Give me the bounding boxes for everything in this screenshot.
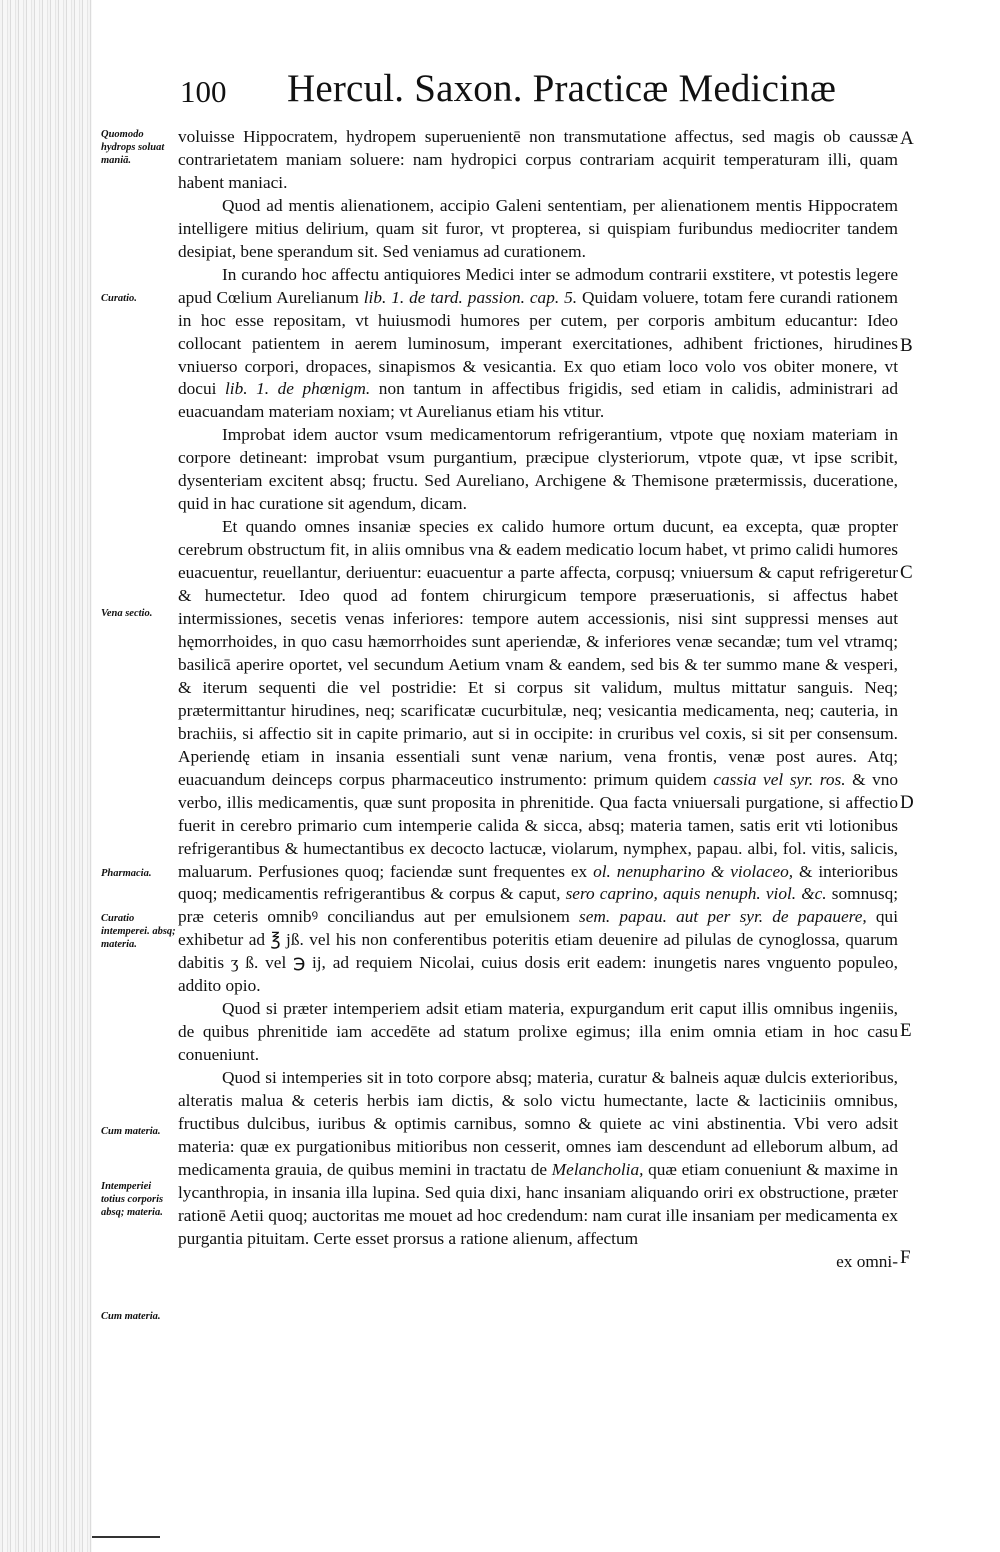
section-mark: C xyxy=(900,562,913,583)
text-run: Quidam voluere, totam fere curandi rationem in hoc esse repositam, vt huiusmodi humores per cutem, per corporis ambitum educantur: Ideo collocant patientem in aerem luminosum, imperant exercitationes, adhibent frictiones, hirudines vniuerso corpori, dropaces, sinapismos & vesicantia. Ex quo etiam loco volo vos obiter monere, vt docui xyxy=(178,287,898,399)
paragraph: Quod si præter intemperiem adsit etiam materia, expurgandum erit caput illis omnibus ingeniis, de quibus phrenitide iam accedēte ad statum prolixe egimus; illa enim omnia etiam in hoc casu conueniunt. xyxy=(178,999,898,1065)
text-run: quæ etiam conueniunt & maxime in lycanthropia, in insania illa lupina. Sed quia dixi, hanc insaniam aliquando oriri ex obstructione, præter rationē Aetii quoq; auctoritas me mouet ad hoc credendum: nam curat ille insaniam per medicamenta ex purgantia pituitam. Certe esset prorsus a ratione alienum, affectum xyxy=(178,1159,898,1248)
text-run: & vno verbo, illis medicamentis, quæ sunt proposita in phrenitide. Qua facta vniuersali purgatione, si affectio fuerit in cerebro primario cum intemperie calida & sicca, absq; materia tamen, satis erit vti lotionibus refrigerantibus & humectantibus ex decocto lactucæ, violarum, nymphex, papau. albi, fol. vitis, salicis, maluarum. Perfusiones quoq; faciendæ sunt frequentes ex xyxy=(178,769,898,881)
recipe-term: cassia vel syr. ros. xyxy=(713,769,846,789)
text-run: non tantum in affectibus frigidis, sed etiam in calidis, administrari ad euacuandam materiam noxiam; vt Aurelianus etiam his vtitur. xyxy=(178,379,898,422)
running-head: Hercul. Saxon. Practicæ Medicinæ xyxy=(287,67,837,110)
paragraph xyxy=(178,516,898,998)
paragraph xyxy=(178,264,898,425)
body-text xyxy=(178,126,898,1274)
text-run: In curando hoc affectu antiquiores Medici inter se admodum contrarii exstitere, vt potestis legere apud Cœlium Aurelianum xyxy=(178,264,898,307)
text-run: Et quando omnes insaniæ species ex calido humore ortum ducunt, ea excepta, quæ propter cerebrum obstructum fit, in aliis omnibus vna & eadem medicatio locum habet, vt primo calidi humores euacuentur, reuellantur, deriuentur: euacuentur a parte affecta, corpusq; vniuersum & caput refrigeretur & humectetur. Ideo quod ad fontem chirurgicum tempore præseruationis, si affectus habet intermissiones, secetis venas inferiores: tempore autem accessionis, nisi sint suppressi menses aut hęmorrhoides, in quo casu hæmorrhoides sunt aperiendæ, & inferiores venæ secandæ; tum vel vtramq; basilicā aperire oportet, vel secundum Aetium vnam & eandem, sed bis & ter summo mane & vesperi, & iterum sequenti die vel postridie: Et si corpus sit validum, multus mittatur sanguis. Neq; prætermittantur hirudines, neq; scarificatæ cucurbitulæ, neq; vesicantia medicamenta, neq; cauteria, in brachiis, si affectio sit in capite primario, aut si in occipite: in cruribus vel coxis, si sit per consensum. Aperiendę etiam in insania essentiali sunt venæ narium, vena frontis, venæ post aures. Atq; euacuandum deinceps corpus pharmaceutico instrumento: primum quidem xyxy=(178,517,898,789)
paragraph: voluisse Hippocratem, hydropem superuenientē non transmutatione affectus, sed magis ob caussæ contrarietatem maniam soluere: nam hydropici corpus contrariam acquirit temperaturam illi, quam habent maniaci. xyxy=(178,127,898,192)
side-note: Cum materia. xyxy=(101,1311,161,1322)
side-note: Curatio. xyxy=(101,293,137,304)
side-note: Vena sectio. xyxy=(101,608,153,619)
section-mark: F xyxy=(900,1247,911,1268)
side-note: Curatio intemperei. absq; materia. xyxy=(101,913,176,950)
side-note: Pharmacia. xyxy=(101,868,152,879)
side-note: Cum materia. xyxy=(101,1126,161,1137)
recipe-term: sero caprino, aquis nenuph. viol. &c. xyxy=(565,884,827,904)
section-mark: D xyxy=(900,792,914,813)
citation: Melancholia, xyxy=(551,1159,644,1179)
text-run: qui exhibetur ad ℥ jß. vel his non conferentibus poteritis etiam deuenire ad pilulas de cynoglossa, quarum dabitis ʒ ß. vel ℈ ij, ad requiem Nicolai, cuius dosis erit eadem: inungetis nares vnguento populeo, addito opio. xyxy=(178,907,898,996)
paragraph: Improbat idem auctor vsum medicamentorum refrigerantium, vtpote quę noxiam materiam in corpore detineant: improbat vsum purgantium, præcipue clysteriorum, vtpote quæ, vt ipse scribit, dysenteriam excitent absq; fructu. Sed Aureliano, Archigene & Themisone prætermissis, duceratione, quid in hac curatione sit agendum, dicam. xyxy=(178,425,898,514)
paragraph xyxy=(178,1067,898,1251)
recipe-term: sem. papau. aut per syr. de papauere, xyxy=(579,907,867,927)
page-number: 100 xyxy=(180,74,227,109)
text-run: somnusq; præ ceteris omnibꝰ conciliandus aut per emulsionem xyxy=(178,884,899,927)
citation: lib. 1. de tard. passion. cap. 5. xyxy=(363,287,578,307)
side-note: Quomodo hydrops soluat maniā. xyxy=(101,129,165,166)
catchword: ex omni- xyxy=(836,1251,898,1271)
binding-gutter xyxy=(0,0,92,1552)
bottom-rule xyxy=(92,1536,160,1538)
text-run: & interioribus quoq; medicamentis refrigerantibus & corpus & caput, xyxy=(178,861,899,904)
section-mark: E xyxy=(900,1020,912,1041)
paragraph: Quod ad mentis alienationem, accipio Galeni sententiam, per alienationem mentis Hippocratem intelligere mitius delirium, quam sit furor, vt propterea, si quispiam furibundus mediocriter tandem desipiat, bene sperandum sit. Sed veniamus ad curationem. xyxy=(178,195,898,261)
text-run: Quod si intemperies sit in toto corpore absq; materia, curatur & balneis aquæ dulcis exterioribus, alteratis malua & ceteris herbis iam dictis, & solo victu humectante, lacte & lacticiniis omnibus, fructibus dulcibus, iuribus & optimis carnibus, somno & quiete ac vini abstinentia. Vbi vero adsit materia: quæ ex purgationibus mitioribus non cesserit, omnes iam descendunt ad elleborum album, ad medicamenta grauia, de quibus memini in tractatu de xyxy=(178,1068,898,1179)
citation: lib. 1. de phœnigm. xyxy=(224,379,371,399)
side-note: Intemperiei totius corporis absq; materia. xyxy=(101,1181,164,1218)
section-mark: A xyxy=(900,128,914,149)
section-mark: B xyxy=(900,335,913,356)
recipe-term: ol. nenupharino & violaceo, xyxy=(593,861,794,881)
